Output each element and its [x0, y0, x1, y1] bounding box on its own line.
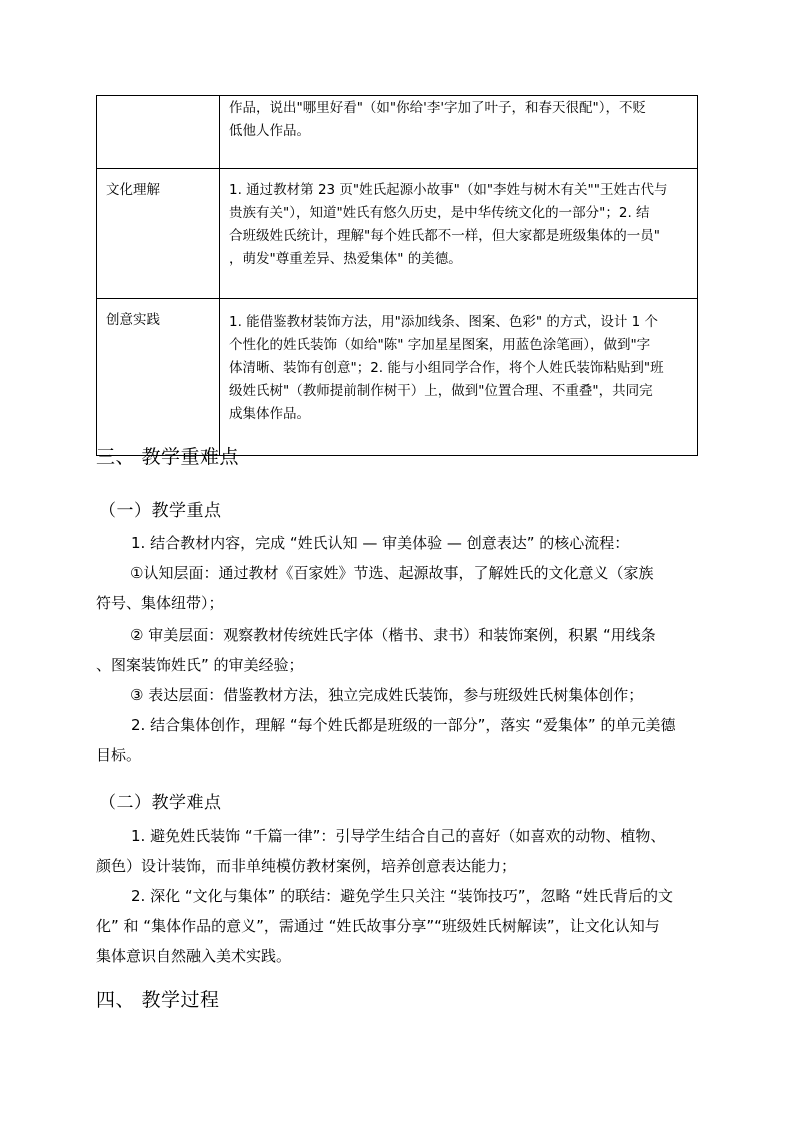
cell-line: 体清晰、装饰有创意"；2. 能与小组同学合作，将个人姓氏装饰粘贴到"班	[229, 360, 664, 376]
text-line: ③ 表达层面：借鉴教材方法，独立完成姓氏装饰，参与班级姓氏树集体创作；	[130, 686, 644, 704]
row-content	[220, 96, 698, 169]
text-line: 集体意识自然融入美术实践。	[96, 947, 292, 965]
paragraph	[131, 528, 629, 558]
text-line: 化” 和 “集体作品的意义”，需通过 “姓氏故事分享”“班级姓氏树解读”，让文化认知与	[96, 917, 660, 935]
subsection-heading: （二）教学难点	[99, 793, 222, 813]
table-row	[97, 169, 698, 299]
cell-line: 低他人作品。	[229, 123, 310, 139]
cell-line: 1. 通过教材第 23 页"姓氏起源小故事"（如"李姓与树木有关""王姓古代与	[229, 182, 668, 198]
cell-line: 个性化的姓氏装饰（如给"陈" 字加星星图案，用蓝色涂笔画），做到"字	[229, 337, 651, 353]
paragraph	[96, 558, 653, 618]
cell-line: 贵族有关"），知道"姓氏有悠久历史，是中华传统文化的一部分"；2. 结	[229, 205, 650, 221]
text-line: 2. 深化 “文化与集体” 的联结：避免学生只关注 “装饰技巧”，忽略 “姓氏背后的文	[131, 887, 674, 905]
paragraph	[96, 620, 656, 680]
objectives-table	[96, 95, 698, 456]
cell-line: 成集体作品。	[229, 406, 310, 422]
text-line: 、图案装饰姓氏” 的审美经验；	[96, 656, 304, 674]
text-line: 目标。	[96, 746, 142, 764]
row-label: 创意实践	[97, 299, 220, 456]
text-line: ①认知层面：通过教材《百家姓》节选、起源故事，了解姓氏的文化意义（家族	[130, 564, 654, 582]
table-row	[97, 299, 698, 456]
paragraph	[96, 821, 673, 971]
text-line: 2. 结合集体创作，理解 “每个姓氏都是班级的一部分”，落实 “爱集体” 的单元美德	[131, 716, 676, 734]
text-line: 颜色）设计装饰，而非单纯模仿教材案例，培养创意表达能力；	[96, 857, 517, 875]
subsection-heading: （一）教学重点	[99, 501, 222, 521]
cell-line: 1. 能借鉴教材装饰方法，用"添加线条、图案、色彩" 的方式，设计 1 个	[229, 314, 659, 330]
section-heading: 三、 教学重难点	[96, 446, 240, 468]
cell-line: 作品，说出"哪里好看"（如"你给'李'字加了叶子，和春天很配"），不贬	[229, 100, 647, 116]
cell-line: 级姓氏树"（教师提前制作树干）上，做到"位置合理、不重叠"，共同完	[229, 383, 653, 399]
text-line: ② 审美层面：观察教材传统姓氏字体（楷书、隶书）和装饰案例，积累 “用线条	[130, 626, 656, 644]
text-line: 1. 避免姓氏装饰 “千篇一律”：引导学生结合自己的喜好（如喜欢的动物、植物、	[131, 827, 666, 845]
text-line: 1. 结合教材内容，完成 “姓氏认知 — 审美体验 — 创意表达” 的核心流程：	[131, 534, 630, 552]
row-label	[97, 96, 220, 169]
row-label: 文化理解	[97, 169, 220, 299]
table-row	[97, 96, 698, 169]
cell-line: 合班级姓氏统计，理解"每个姓氏都不一样，但大家都是班级集体的一员"	[229, 228, 660, 244]
cell-line: ，萌发"尊重差异、热爱集体" 的美德。	[229, 251, 462, 267]
section-heading: 四、 教学过程	[96, 989, 220, 1011]
paragraph	[96, 710, 675, 770]
paragraph	[130, 680, 643, 710]
row-content	[220, 169, 698, 299]
text-line: 符号、集体纽带）；	[96, 594, 224, 612]
row-content	[220, 299, 698, 456]
